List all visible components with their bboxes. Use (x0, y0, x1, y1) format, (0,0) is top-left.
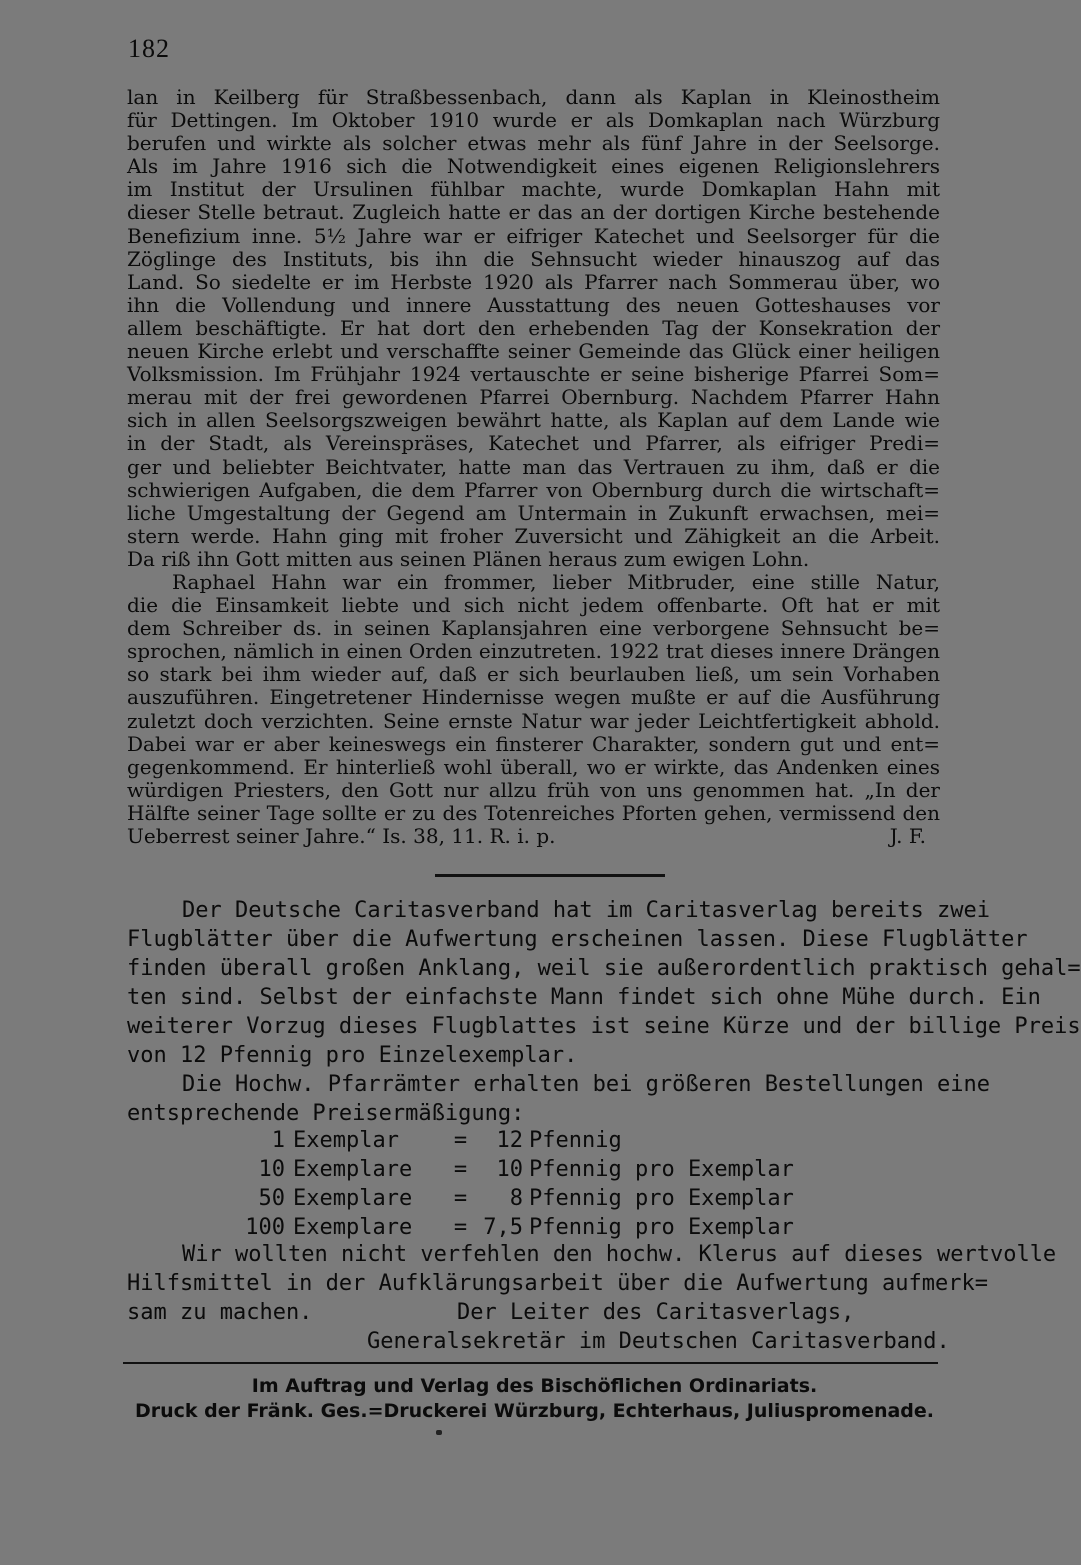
price-quantity: 100 (245, 1215, 285, 1240)
price-equals: = (453, 1186, 468, 1211)
signer-title: Der Leiter des Caritasverlags, (457, 1300, 855, 1325)
price-unit: Exemplar (293, 1128, 399, 1153)
notice-line: Die Hochw. Pfarrämter erhalten bei größeren Bestellungen eine (182, 1072, 990, 1097)
article-line: merau mit der frei gewordenen Pfarrei Obernburg. Nachdem Pfarrer Hahn (127, 385, 940, 410)
article-line: zuletzt doch verzichten. Seine ernste Natur war jeder Leichtfertigkeit abhold. (127, 708, 940, 733)
article-closing-text: Ueberrest seiner Jahre.“ Is. 38, 11. R. i. p. (127, 824, 556, 848)
price-description: Pfennig pro Exemplar (529, 1157, 794, 1182)
price-quantity: 50 (258, 1186, 285, 1211)
price-quantity: 10 (258, 1157, 285, 1182)
article-line: Land. So siedelte er im Herbste 1920 als Pfarrer nach Sommerau über, wo (127, 269, 940, 294)
notice-line: ten sind. Selbst der einfachste Mann findet sich ohne Mühe durch. Ein (127, 985, 1041, 1010)
price-equals: = (453, 1128, 468, 1153)
article-line: in der Stadt, als Vereinspräses, Katechet und Pfarrer, als eifriger Predi= (127, 431, 940, 456)
price-row (230, 1184, 794, 1213)
article-line: neuen Kirche erlebt und verschaffte seiner Gemeinde das Glück einer heiligen (127, 339, 940, 364)
notice-closing (127, 1240, 1057, 1356)
article-line: im Institut der Ursulinen fühlbar machte, wurde Domkaplan Hahn mit (127, 177, 940, 202)
price-unit: Exemplare (293, 1215, 413, 1240)
closing-line: sam zu machen. (127, 1300, 313, 1325)
imprint-printer: Druck der Fränk. Ges.=Druckerei Würzburg, Echterhaus, Juliuspromenade. (134, 1400, 935, 1422)
price-row (230, 1155, 794, 1184)
article-line: Zöglinge des Instituts, bis ihn die Sehnsucht wieder hinauszog auf das (127, 246, 940, 271)
article-line: sich in allen Seelsorgszweigen bewährt hatte, als Kaplan auf dem Lande wie (127, 408, 940, 433)
print-speck (436, 1430, 442, 1435)
article-line: dem Schreiber ds. in seinen Kaplansjahren eine verborgene Sehnsucht be= (127, 616, 940, 641)
caritas-notice (127, 896, 1081, 1128)
price-amount: 7,5 (483, 1215, 523, 1240)
article-line: berufen und wirkte als solcher etwas mehr als fünf Jahre in der Seelsorge. (127, 131, 940, 156)
article-line: sprochen, nämlich in einen Orden einzutreten. 1922 trat dieses innere Drängen (127, 639, 940, 664)
price-quantity: 1 (271, 1128, 285, 1153)
article-line: schwierigen Aufgaben, die dem Pfarrer von Obernburg durch die wirtschaft= (127, 477, 940, 502)
article-line: lan in Keilberg für Straßbessenbach, dann als Kaplan in Kleinostheim (127, 85, 940, 109)
article-line: gegenkommend. Er hinterließ wohl überall, wo er wirkte, das Andenken eines (127, 754, 940, 779)
imprint-publisher: Im Auftrag und Verlag des Bischöflichen Ordinariats. (251, 1375, 818, 1397)
notice-line: Der Deutsche Caritasverband hat im Caritasverlag bereits zwei (182, 898, 990, 923)
article-line: ihn die Vollendung und innere Ausstattung des neuen Gotteshauses vor (127, 292, 940, 317)
imprint (127, 1374, 942, 1424)
article-line: so stark bei ihm wieder auf, daß er sich beurlauben ließ, um sein Vorhaben (127, 662, 940, 687)
closing-signature-row (127, 1298, 937, 1327)
article-line: Benefizium inne. 5½ Jahre war er eifriger Katechet und Seelsorger für die (127, 223, 940, 248)
section-divider (435, 874, 665, 877)
price-description: Pfennig pro Exemplar (529, 1186, 794, 1211)
notice-line: entsprechende Preisermäßigung: (127, 1101, 525, 1126)
obituary-article (127, 86, 940, 848)
article-line: liche Umgestaltung der Gegend am Untermain in Zukunft erwachsen, mei= (127, 500, 940, 525)
price-equals: = (453, 1157, 468, 1182)
notice-line: von 12 Pfennig pro Einzelexemplar. (127, 1043, 578, 1068)
article-last-line (127, 825, 940, 848)
price-amount: 12 (496, 1128, 523, 1153)
article-line: ger und beliebter Beichtvater, hatte man das Vertrauen zu ihm, daß er die (127, 454, 940, 479)
article-line: die die Einsamkeit liebte und sich nicht jedem offenbarte. Oft hat er mit (127, 593, 940, 618)
price-amount: 10 (496, 1157, 523, 1182)
article-line: allem beschäftigte. Er hat dort den erhebenden Tag der Konsekration der (127, 315, 940, 340)
article-line: dieser Stelle betraut. Zugleich hatte er das an der dortigen Kirche bestehende (127, 200, 940, 225)
closing-line: Wir wollten nicht verfehlen den hochw. Klerus auf dieses wertvolle (182, 1242, 1057, 1267)
closing-line: Hilfsmittel in der Aufklärungsarbeit über die Aufwertung aufmerk= (127, 1271, 988, 1296)
price-description: Pfennig (529, 1128, 622, 1153)
notice-line: Flugblätter über die Aufwertung erscheinen lassen. Diese Flugblätter (127, 927, 1028, 952)
price-row (230, 1126, 794, 1155)
article-line: Raphael Hahn war ein frommer, lieber Mitbruder, eine stille Natur, (172, 569, 940, 594)
notice-line: weiterer Vorzug dieses Flugblattes ist seine Kürze und der billige Preis (127, 1014, 1081, 1039)
article-line: auszuführen. Eingetretener Hindernisse wegen mußte er auf die Ausführung (127, 685, 940, 710)
author-initials: J. F. (889, 824, 926, 848)
notice-line: finden überall großen Anklang, weil sie außerordentlich praktisch gehal= (127, 956, 1081, 981)
article-line: Als im Jahre 1916 sich die Notwendigkeit eines eigenen Religionslehrers (127, 154, 940, 179)
article-line: Da riß ihn Gott mitten aus seinen Plänen heraus zum ewigen Lohn. (127, 546, 810, 571)
price-table (230, 1126, 794, 1242)
page-number: 182 (128, 34, 170, 63)
price-unit: Exemplare (293, 1157, 413, 1182)
article-line: Hälfte seiner Tage sollte er zu des Totenreiches Pforten gehen, vermissend den (127, 800, 940, 825)
article-line: für Dettingen. Im Oktober 1910 wurde er als Domkaplan nach Würzburg (127, 108, 940, 133)
footer-divider (123, 1362, 938, 1364)
article-line: stern werde. Hahn ging mit froher Zuversicht und Zähigkeit an die Arbeit. (127, 523, 940, 548)
signer-organization: Generalsekretär im Deutschen Caritasverband. (367, 1329, 950, 1354)
price-row (230, 1213, 794, 1242)
price-amount: 8 (509, 1186, 523, 1211)
article-line: Volksmission. Im Frühjahr 1924 vertauschte er seine bisherige Pfarrei Som= (127, 362, 940, 387)
article-line: würdigen Priesters, den Gott nur allzu früh von uns genommen hat. „In der (127, 777, 940, 802)
article-line: Dabei war er aber keineswegs ein finsterer Charakter, sondern gut und ent= (127, 731, 940, 756)
price-unit: Exemplare (293, 1186, 413, 1211)
price-description: Pfennig pro Exemplar (529, 1215, 794, 1240)
price-equals: = (453, 1215, 468, 1240)
